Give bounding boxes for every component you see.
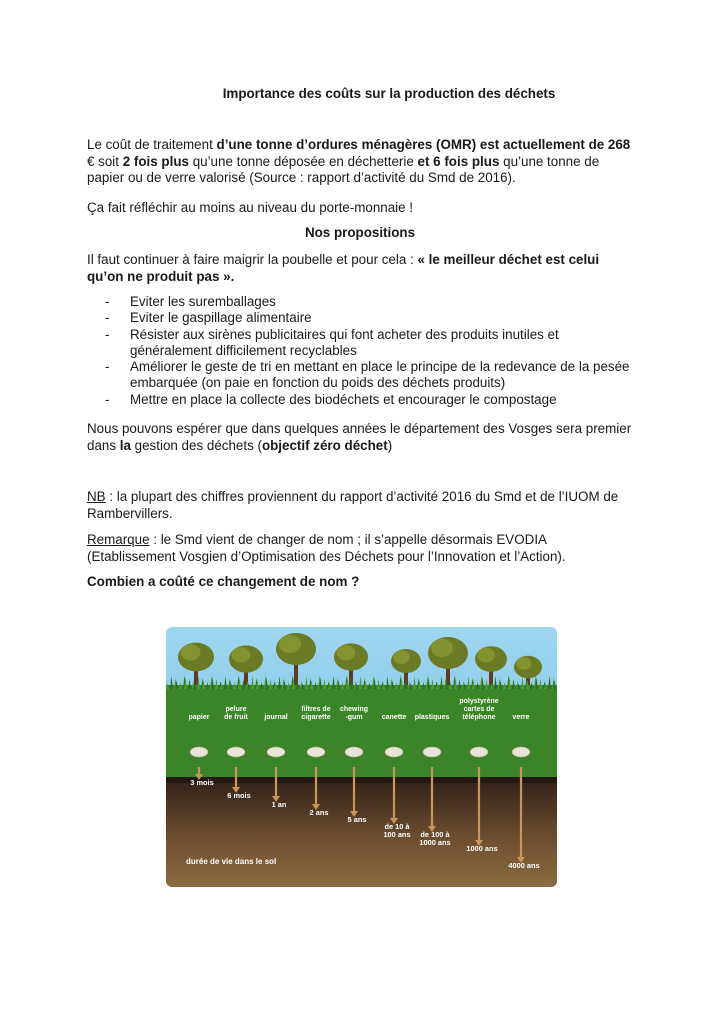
item-label: canette (381, 714, 407, 721)
item-duration: 4000 ans (508, 861, 540, 870)
waste-object-icon (385, 747, 403, 757)
item-label: journal (264, 714, 288, 721)
list-item: - Résister aux sirènes publicitaires qui font acheter des produits inutiles et généralement difficilement recyclables (105, 326, 559, 358)
nb-note: NB : la plupart des chiffres proviennent du rapport d’activité 2016 du Smd et de l’IUOM de Rambervillers. (87, 489, 619, 521)
list-item: - Améliorer le geste de tri en mettant en place le principe de la redevance de la pesée embarquée (on paie en fonction du poids des déchets produits) (105, 359, 630, 391)
wallet-paragraph: Ça fait réfléchir au moins au niveau du porte-monnaie ! (87, 200, 414, 215)
waste-object-icon (190, 747, 208, 757)
item-label: chewing (339, 706, 369, 713)
list-item: - Mettre en place la collecte des biodéchets et encourager le compostage (105, 391, 557, 407)
waste-object-icon (345, 747, 363, 757)
item-duration: de 100 à (420, 830, 450, 839)
vosges-paragraph: Nous pouvons espérer que dans quelques années le département des Vosges sera premier dans la gestion des déchets (objectif zéro déchet) (87, 421, 632, 453)
waste-object-icon (470, 747, 488, 757)
tree-crown-highlight (279, 635, 301, 653)
tree-crown-highlight (431, 639, 453, 657)
item-label: de fruit (224, 714, 248, 721)
item-duration: 6 mois (227, 791, 251, 800)
best-waste-paragraph: Il faut continuer à faire maigrir la poubelle et pour cela : « le meilleur déchet est celui qu’on ne produit pas ». (87, 252, 600, 284)
item-label: téléphone (462, 714, 496, 721)
tree-crown-highlight (181, 644, 201, 660)
item-duration: 1000 ans (466, 844, 498, 853)
tree-crown-highlight (516, 657, 531, 670)
page-title: Importance des coûts sur la production des déchets (222, 86, 556, 101)
waste-object-icon (267, 747, 285, 757)
item-duration: de 10 à (384, 822, 410, 831)
infographic-canvas (166, 627, 557, 887)
remarque-note: Remarque : le Smd vient de changer de nom ; il s’appelle désormais EVODIA (Etablissement Vosgien d’Optimisation des Déchets pour l’Innovation et l’Action). (87, 532, 566, 564)
soil-edge (166, 777, 557, 783)
tree-crown-highlight (477, 648, 495, 662)
item-label: polystyrène (459, 698, 499, 705)
item-duration: 2 ans (309, 808, 329, 817)
waste-object-icon (227, 747, 245, 757)
item-label: cigarette (301, 714, 331, 721)
item-label: verre (512, 714, 530, 721)
item-duration: 3 mois (190, 778, 214, 787)
item-duration: 1000 ans (419, 838, 451, 847)
tree-crown-highlight (337, 645, 356, 660)
item-label: plastiques (414, 714, 450, 721)
infographic-footer: durée de vie dans le sol (186, 857, 277, 866)
list-item: - Eviter les suremballages (105, 294, 276, 309)
item-duration: 1 an (271, 800, 287, 809)
tree-crown-highlight (393, 651, 410, 665)
item-label: cartes de (463, 706, 495, 713)
propositions-heading: Nos propositions (304, 225, 416, 240)
tree-crown-highlight (232, 647, 251, 662)
item-label: -gum (345, 714, 363, 721)
waste-object-icon (307, 747, 325, 757)
cost-paragraph: Le coût de traitement d’une tonne d’ordures ménagères (OMR) est actuellement de 268 € soit 2 fois plus qu’une tonne déposée en déchetterie et 6 fois plus qu’une tonne de papier ou de verre valorisé (Source : rapport d’activité du Smd de 2016). (87, 137, 631, 185)
item-label: filtres de (301, 706, 331, 713)
propositions-list (87, 294, 637, 408)
item-label: papier (188, 714, 210, 721)
list-item: - Eviter le gaspillage alimentaire (105, 310, 312, 326)
waste-object-icon (423, 747, 441, 757)
soil (166, 777, 557, 887)
name-change-question: Combien a coûté ce changement de nom ? (87, 574, 360, 589)
waste-object-icon (512, 747, 530, 757)
item-duration: 100 ans (383, 830, 411, 839)
item-duration: 5 ans (347, 815, 367, 824)
waste-lifetime-infographic (166, 627, 557, 887)
item-label: pelure (225, 706, 247, 713)
